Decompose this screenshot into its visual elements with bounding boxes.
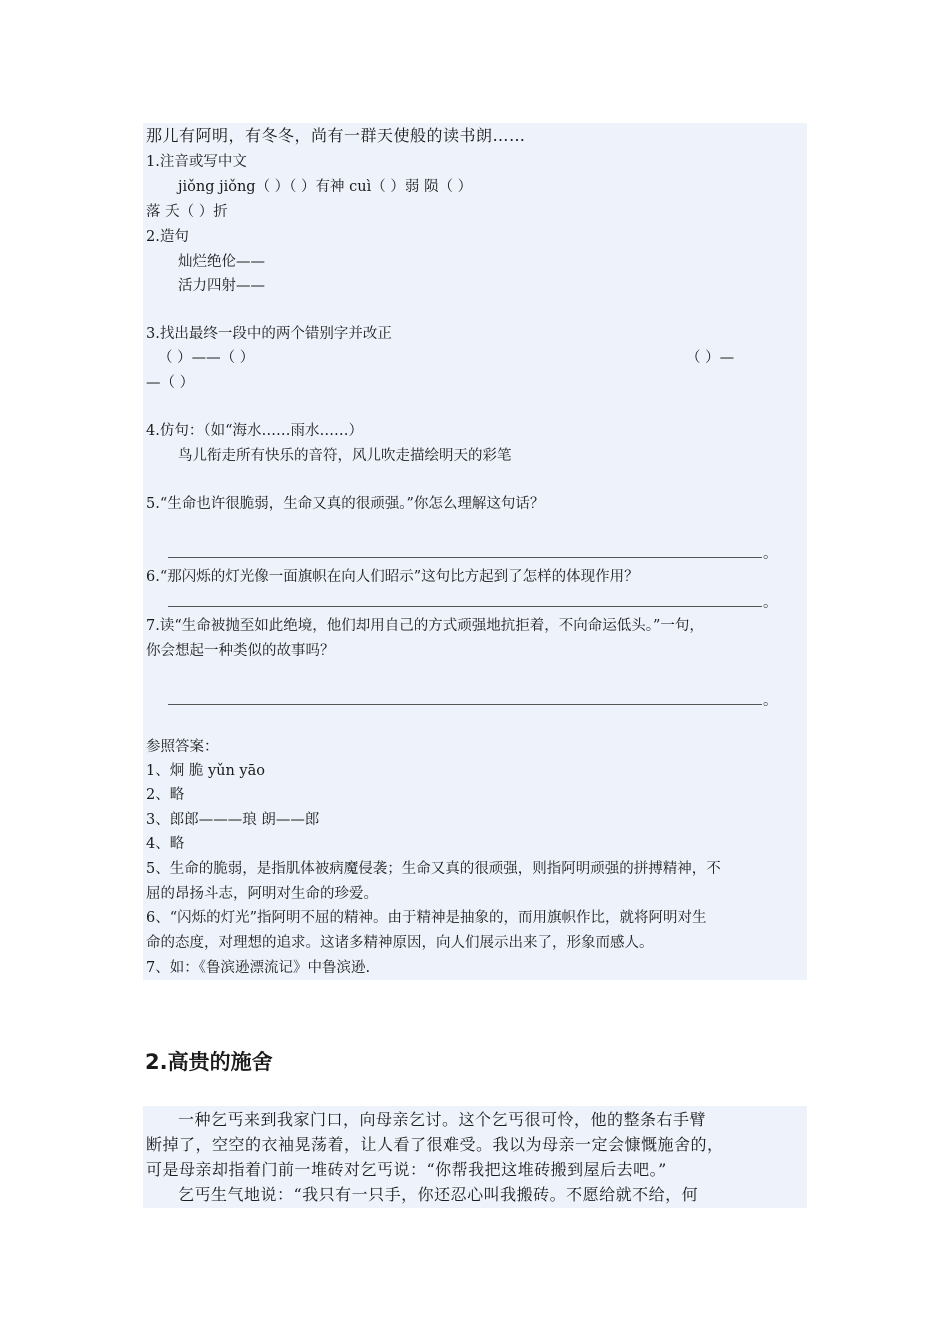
answer-4: 4、略: [146, 836, 185, 852]
q3-line1-left: （ ）——（ ）: [158, 350, 255, 366]
q2-item-a: 灿烂绝伦——: [178, 254, 265, 270]
q2-item-b: 活力四射——: [178, 278, 265, 294]
story-line-4: 乞丐生气地说：“我只有一只手，你还忍心叫我搬砖。不愿给就不给，何: [178, 1185, 699, 1204]
q4-text: 鸟儿衔走所有快乐的音符，风儿吹走描绘明天的彩笔: [178, 448, 512, 464]
q7-answer-line: [168, 704, 762, 705]
q3-line1-right: （ ）—: [686, 350, 735, 366]
answer-5a: 5、生命的脆弱，是指肌体被病魔侵袭；生命又真的很顽强，则指阿明顽强的拼搏精神，不: [146, 861, 721, 877]
q6-text: 6.“那闪烁的灯光像一面旗帜在向人们昭示”这句比方起到了怎样的体现作用？: [146, 569, 639, 585]
story-line-1: 一种乞丐来到我家门口，向母亲乞讨。这个乞丐很可怜，他的整条右手臂: [178, 1110, 707, 1129]
q1-line1: jiǒng jiǒng（ ）（ ）有神 cuì（ ）弱 陨（ ）: [178, 179, 473, 195]
q3-title: 3.找出最终一段中的两个错别字并改正: [146, 326, 392, 342]
q7-period: 。: [763, 693, 778, 709]
answers-title: 参照答案：: [146, 739, 219, 755]
section-heading: 2.高贵的施舍: [145, 1050, 273, 1074]
q7-text-b: 你会想起一种类似的故事吗？: [146, 643, 335, 659]
q1-line2: 落 夭（ ）折: [146, 204, 228, 220]
answer-5b: 屈的昂扬斗志，阿明对生命的珍爱。: [146, 886, 378, 902]
q6-period: 。: [763, 595, 778, 611]
q7-text-a: 7.读“生命被抛至如此绝境，他们却用自己的方式顽强地抗拒着，不向命运低头。”一句，: [146, 618, 704, 634]
story-line-2: 断掉了，空空的衣袖晃荡着，让人看了很难受。我以为母亲一定会慷慨施舍的，: [146, 1135, 724, 1154]
answer-6a: 6、“闪烁的灯光”指阿明不屈的精神。由于精神是抽象的，而用旗帜作比，就将阿明对生: [146, 910, 707, 926]
answer-1: 1、炯 脆 yǔn yāo: [146, 763, 265, 779]
q5-period: 。: [763, 546, 778, 562]
answer-3: 3、郎郎———琅 朗——郎: [146, 812, 320, 828]
q5-text: 5.“生命也许很脆弱，生命又真的很顽强。”你怎么理解这句话？: [146, 496, 545, 512]
answer-7: 7、如：《鲁滨逊漂流记》中鲁滨逊.: [146, 960, 371, 976]
q3-line2: —（ ）: [146, 375, 195, 391]
story-line-3: 可是母亲却指着门前一堆砖对乞丐说：“你帮我把这堆砖搬到屋后去吧。”: [146, 1160, 667, 1179]
q2-title: 2.造句: [146, 229, 189, 245]
q6-answer-line: [168, 606, 762, 607]
q4-title: 4.仿句：（如“海水……雨水……）: [146, 423, 363, 439]
q5-answer-line: [168, 557, 762, 558]
answer-2: 2、略: [146, 787, 185, 803]
q1-title: 1.注音或写中文: [146, 154, 247, 170]
answer-6b: 命的态度，对理想的追求。这诸多精神原因，向人们展示出来了，形象而感人。: [146, 935, 654, 951]
intro-text: 那儿有阿明，有冬冬，尚有一群天使般的读书朗……: [146, 126, 526, 145]
